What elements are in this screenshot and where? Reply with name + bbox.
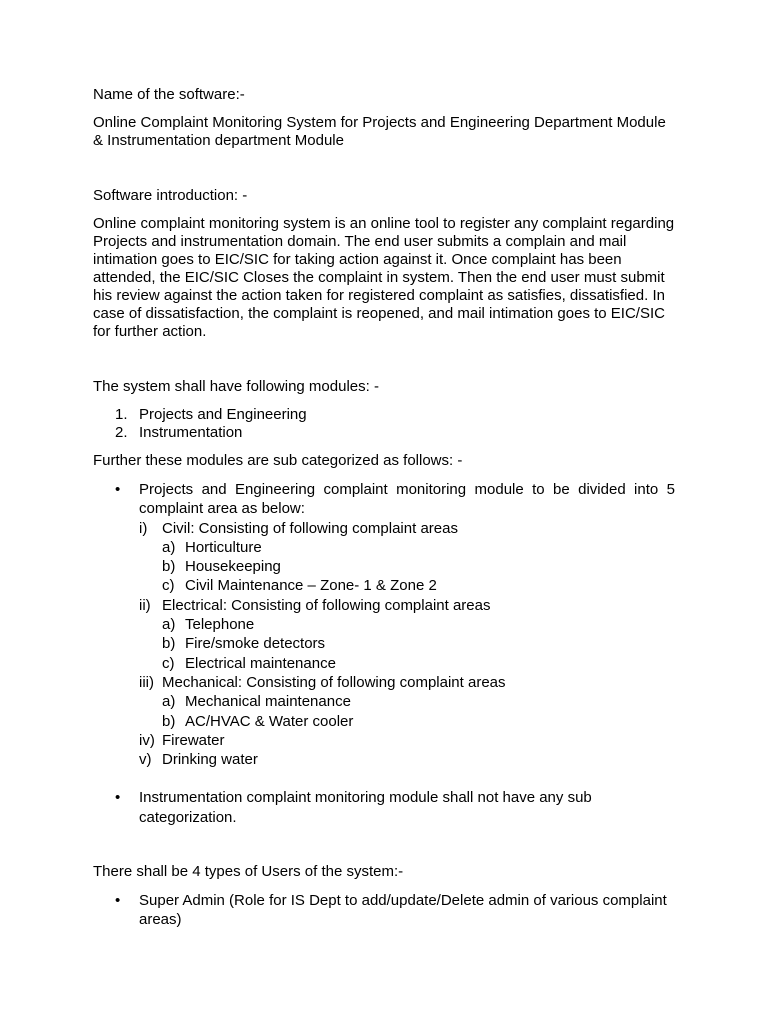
sub-area-letter: c) xyxy=(162,577,175,595)
instr-bullet-text: Instrumentation complaint monitoring module shall not have any sub categorization. xyxy=(139,789,592,826)
sub-area-letter: b) xyxy=(162,712,176,730)
sub-area-label: Fire/smoke detectors xyxy=(185,635,326,653)
subcat-heading: Further these modules are sub categorized as follows: - xyxy=(93,452,463,469)
user-bullet-item xyxy=(93,891,675,930)
software-title: Online Complaint Monitoring System for Projects and Engineering Department Module & Instrumentation department Module xyxy=(93,114,666,149)
sub-area-letter: a) xyxy=(162,538,176,556)
bullet-icon: • xyxy=(115,481,121,498)
area-number: ii) xyxy=(139,596,151,614)
users-heading: There shall be 4 types of Users of the system:- xyxy=(93,863,404,881)
sub-area-letter: b) xyxy=(162,558,176,576)
list-number: 1. xyxy=(115,406,128,423)
sub-area-label: AC/HVAC & Water cooler xyxy=(185,712,354,730)
intro-heading: Software introduction: - xyxy=(93,187,248,204)
list-item xyxy=(93,424,675,442)
area-item xyxy=(139,596,675,615)
sub-area-item xyxy=(139,615,675,634)
modules-list xyxy=(93,406,675,442)
area-label: Firewater xyxy=(162,731,225,749)
area-number: iv) xyxy=(139,731,155,749)
area-item xyxy=(139,673,675,692)
sub-area-item xyxy=(139,654,675,673)
pe-bullet-item xyxy=(93,480,675,769)
sub-area-item xyxy=(139,634,675,653)
area-item xyxy=(139,750,675,769)
instr-bullet-item xyxy=(93,788,675,827)
name-heading: Name of the software:- xyxy=(93,86,245,103)
sub-area-letter: b) xyxy=(162,635,176,653)
area-number: v) xyxy=(139,751,152,769)
sub-area-letter: a) xyxy=(162,693,176,711)
list-number: 2. xyxy=(115,424,128,441)
sub-area-letter: a) xyxy=(162,616,176,634)
area-label: Civil: Consisting of following complaint areas xyxy=(162,519,458,537)
sub-area-item xyxy=(139,692,675,711)
modules-heading: The system shall have following modules: - xyxy=(93,378,379,395)
area-number: iii) xyxy=(139,673,154,691)
area-label: Mechanical: Consisting of following complaint areas xyxy=(162,673,506,691)
sub-area-label: Mechanical maintenance xyxy=(185,693,351,711)
sub-area-item xyxy=(139,712,675,731)
area-number: i) xyxy=(139,519,148,537)
sub-area-label: Telephone xyxy=(185,616,255,634)
sub-area-label: Housekeeping xyxy=(185,558,281,576)
sub-area-label: Civil Maintenance – Zone- 1 & Zone 2 xyxy=(185,577,437,595)
sub-area-label: Horticulture xyxy=(185,538,262,556)
pe-bullet-text: Projects and Engineering complaint monitoring module to be divided into 5 complaint area as below: xyxy=(139,481,675,518)
bullet-icon: • xyxy=(115,789,121,807)
bullet-icon: • xyxy=(115,892,121,910)
document-page xyxy=(93,86,675,930)
area-label: Drinking water xyxy=(162,751,258,769)
module-label: Projects and Engineering xyxy=(139,406,307,423)
module-label: Instrumentation xyxy=(139,424,243,441)
area-item xyxy=(139,731,675,750)
intro-body: Online complaint monitoring system is an online tool to register any complaint regarding Projects and instrumentation domain. The end user submits a complain and mail intimation goes to EIC/SIC for taking action against it. Once complaint has been attended, the EIC/SIC Closes the complaint in system. Then the end user must submit his review against the action taken for registered complaint as satisfies, dissatisfied. In case of dissatisfaction, the complaint is reopened, and mail intimation goes to EIC/SIC for further action. xyxy=(93,215,675,340)
sub-area-label: Electrical maintenance xyxy=(185,654,336,672)
sub-area-item xyxy=(139,538,675,557)
sub-area-letter: c) xyxy=(162,654,175,672)
sub-area-item xyxy=(139,576,675,595)
sub-area-item xyxy=(139,557,675,576)
area-label: Electrical: Consisting of following complaint areas xyxy=(162,596,491,614)
user-bullet-text: Super Admin (Role for IS Dept to add/update/Delete admin of various complaint areas) xyxy=(139,892,667,929)
list-item xyxy=(93,406,675,424)
area-item xyxy=(139,519,675,538)
